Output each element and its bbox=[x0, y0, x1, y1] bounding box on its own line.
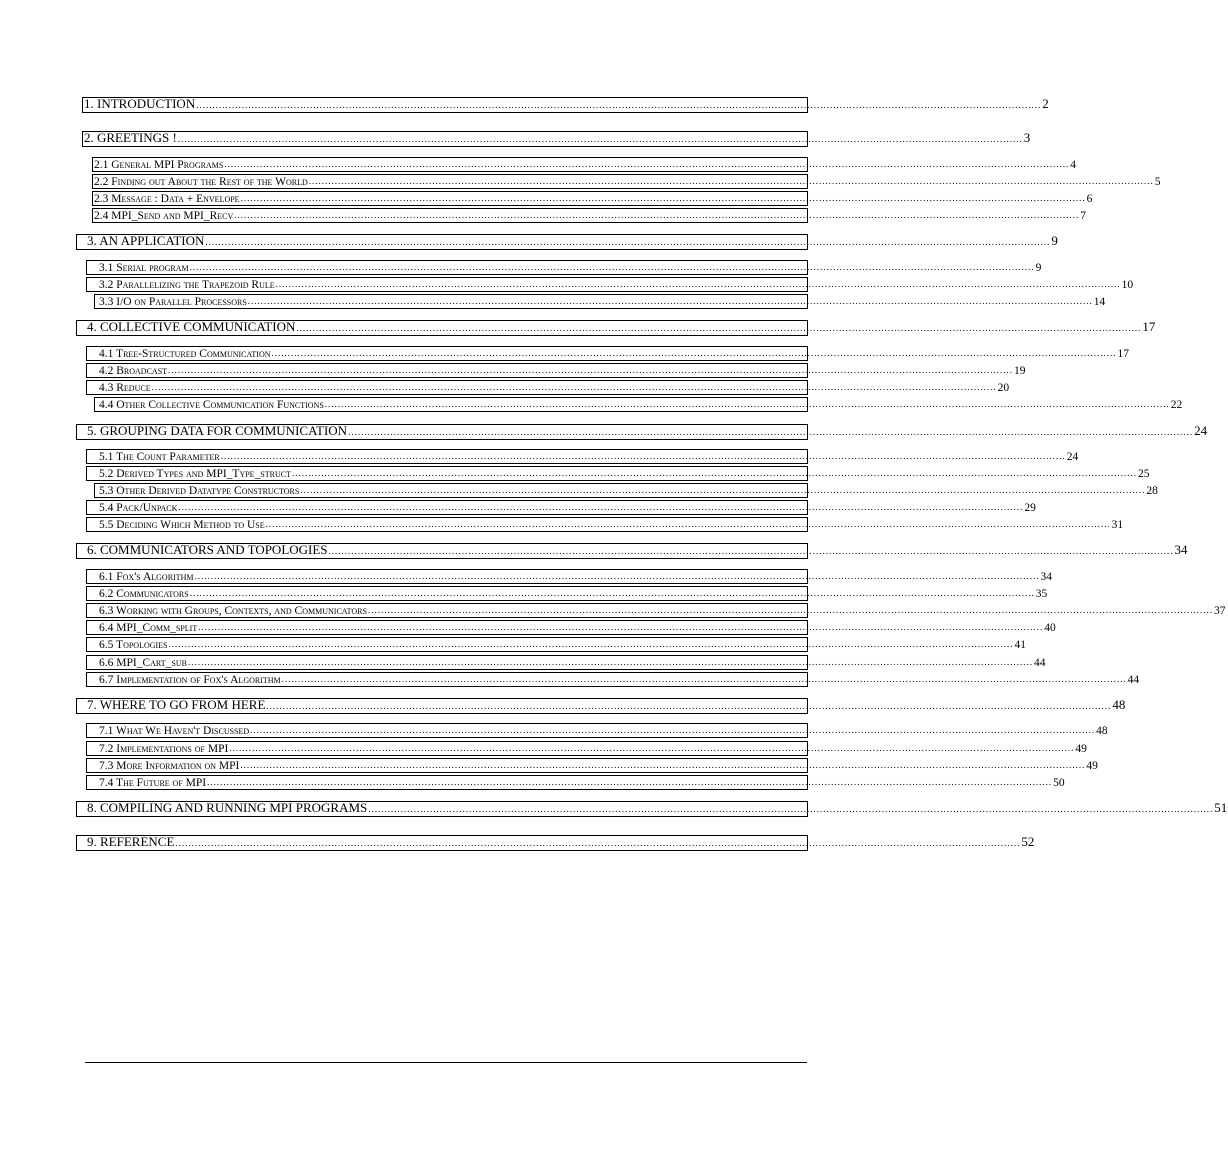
leader-dots: .................................................................................................................................................................................................................................................................... bbox=[240, 193, 1086, 203]
toc-entry-page: 31 bbox=[1111, 519, 1124, 531]
toc-entry-chapter[interactable] bbox=[82, 96, 1049, 113]
toc-entry-page: 2 bbox=[1042, 96, 1049, 111]
leader-dots: .................................................................................................................................................................................................................................................................... bbox=[348, 427, 1194, 437]
toc-entry-section[interactable] bbox=[92, 174, 1161, 189]
toc-entry-page: 49 bbox=[1075, 743, 1087, 755]
toc-entry-section[interactable] bbox=[86, 380, 1010, 395]
leader-dots: .................................................................................................................................................................................................................................................................... bbox=[224, 159, 1070, 169]
leader-dots: .................................................................................................................................................................................................................................................................... bbox=[240, 760, 1086, 770]
toc-entry-label: 5.2 Derived Types and MPI_Type_struct bbox=[99, 468, 291, 480]
toc-entry-chapter[interactable] bbox=[76, 319, 1156, 336]
toc-entry-section[interactable] bbox=[86, 569, 1052, 584]
leader-dots: .................................................................................................................................................................................................................................................................... bbox=[189, 588, 1035, 598]
leader-dots: .................................................................................................................................................................................................................................................................... bbox=[296, 323, 1142, 333]
toc-entry-label: 5.3 Other Derived Datatype Constructors bbox=[99, 485, 300, 497]
toc-entry-section[interactable] bbox=[86, 260, 1042, 275]
leader-dots: .................................................................................................................................................................................................................................................................... bbox=[367, 605, 1213, 615]
toc-entry-page: 24 bbox=[1194, 423, 1208, 438]
toc-entry-page: 34 bbox=[1174, 542, 1188, 557]
leader-dots: .................................................................................................................................................................................................................................................................... bbox=[189, 262, 1035, 272]
toc-entry-label: 5. GROUPING DATA FOR COMMUNICATION bbox=[87, 423, 348, 438]
toc-entry-page: 49 bbox=[1086, 760, 1098, 772]
leader-dots: .................................................................................................................................................................................................................................................................... bbox=[324, 399, 1170, 409]
toc-entry-section[interactable] bbox=[92, 191, 1093, 206]
toc-entry-section[interactable] bbox=[86, 603, 1226, 618]
toc-entry-section[interactable] bbox=[86, 672, 1140, 687]
toc-entry-page: 9 bbox=[1035, 262, 1042, 274]
toc-entry-label: 2.2 Finding out About the Rest of the World bbox=[94, 176, 308, 188]
toc-entry-page: 35 bbox=[1035, 588, 1048, 600]
toc-entry-label: 3.1 Serial program bbox=[99, 262, 189, 274]
toc-entry-chapter[interactable] bbox=[76, 233, 1058, 250]
toc-entry-chapter[interactable] bbox=[76, 697, 1126, 714]
toc-entry-label: 6.3 Working with Groups, Contexts, and Communicators bbox=[99, 605, 367, 617]
toc-entry-section[interactable] bbox=[86, 346, 1130, 361]
leader-dots: .................................................................................................................................................................................................................................................................... bbox=[234, 210, 1080, 220]
toc-entry-section[interactable] bbox=[86, 620, 1056, 635]
toc-entry-page: 9 bbox=[1051, 233, 1058, 248]
toc-entry-page: 50 bbox=[1053, 777, 1065, 789]
toc-entry-label: 3. AN APPLICATION bbox=[87, 233, 205, 248]
leader-dots: .................................................................................................................................................................................................................................................................... bbox=[271, 348, 1117, 358]
toc-entry-label: 6.2 Communicators bbox=[99, 588, 189, 600]
toc-entry-section[interactable] bbox=[86, 449, 1079, 464]
toc-entry-page: 6 bbox=[1086, 193, 1093, 205]
toc-entry-chapter[interactable] bbox=[76, 423, 1208, 440]
toc-entry-page: 44 bbox=[1127, 674, 1140, 686]
toc-entry-label: 4.3 Reduce bbox=[99, 382, 151, 394]
leader-dots: .................................................................................................................................................................................................................................................................... bbox=[198, 622, 1044, 632]
toc-entry-page: 34 bbox=[1040, 571, 1052, 583]
leader-dots: .................................................................................................................................................................................................................................................................... bbox=[247, 296, 1093, 306]
toc-entry-section[interactable] bbox=[92, 208, 1086, 223]
toc-entry-page: 25 bbox=[1137, 468, 1150, 480]
toc-entry-label: 2.3 Message : Data + Envelope bbox=[94, 193, 240, 205]
toc-entry-label: 6.7 Implementation of Fox's Algorithm bbox=[99, 674, 281, 686]
leader-dots: .................................................................................................................................................................................................................................................................... bbox=[281, 674, 1127, 684]
toc-entry-page: 22 bbox=[1170, 399, 1183, 411]
toc-entry-chapter[interactable] bbox=[76, 800, 1228, 817]
toc-entry-section[interactable] bbox=[94, 483, 1158, 498]
toc-entry-page: 48 bbox=[1096, 725, 1108, 737]
leader-dots: .................................................................................................................................................................................................................................................................... bbox=[187, 657, 1033, 667]
toc-entry-page: 51 bbox=[1214, 800, 1228, 815]
toc-entry-page: 19 bbox=[1014, 365, 1026, 377]
leader-dots: .................................................................................................................................................................................................................................................................... bbox=[168, 365, 1014, 375]
toc-entry-label: 1. INTRODUCTION bbox=[84, 96, 196, 111]
toc-entry-page: 17 bbox=[1142, 319, 1156, 334]
toc-entry-label: 5.5 Deciding Which Method to Use bbox=[99, 519, 265, 531]
toc-entry-page: 7 bbox=[1080, 210, 1086, 222]
toc-entry-section[interactable] bbox=[86, 466, 1150, 481]
leader-dots: .................................................................................................................................................................................................................................................................... bbox=[175, 838, 1021, 848]
toc-entry-page: 52 bbox=[1021, 834, 1035, 849]
toc-entry-page: 37 bbox=[1213, 605, 1226, 617]
toc-entry-page: 28 bbox=[1146, 485, 1158, 497]
toc-entry-section[interactable] bbox=[86, 758, 1098, 773]
toc-entry-page: 48 bbox=[1112, 697, 1126, 712]
footer-rule bbox=[85, 1062, 807, 1063]
toc-entry-label: 5.4 Pack/Unpack bbox=[99, 502, 178, 514]
toc-entry-section[interactable] bbox=[86, 517, 1124, 532]
toc-entry-label: 7. WHERE TO GO FROM HERE bbox=[87, 697, 266, 712]
leader-dots: .................................................................................................................................................................................................................................................................... bbox=[328, 546, 1174, 556]
toc-entry-page: 5 bbox=[1154, 176, 1161, 188]
toc-entry-section[interactable] bbox=[92, 157, 1077, 172]
leader-dots: .................................................................................................................................................................................................................................................................... bbox=[250, 725, 1096, 735]
toc-entry-label: 7.2 Implementations of MPI bbox=[99, 743, 229, 755]
toc-entry-section[interactable] bbox=[86, 723, 1108, 738]
toc-entry-page: 14 bbox=[1093, 296, 1106, 308]
toc-entry-page: 41 bbox=[1014, 639, 1027, 651]
toc-entry-label: 7.3 More Information on MPI bbox=[99, 760, 240, 772]
leader-dots: .................................................................................................................................................................................................................................................................... bbox=[205, 237, 1051, 247]
toc-entry-label: 8. COMPILING AND RUNNING MPI PROGRAMS bbox=[87, 800, 368, 815]
toc-entry-section[interactable] bbox=[86, 741, 1087, 756]
toc-entry-label: 4. COLLECTIVE COMMUNICATION bbox=[87, 319, 296, 334]
leader-dots: .................................................................................................................................................................................................................................................................... bbox=[168, 639, 1014, 649]
leader-dots: .................................................................................................................................................................................................................................................................... bbox=[151, 382, 997, 392]
toc-entry-chapter[interactable] bbox=[76, 542, 1188, 559]
leader-dots: .................................................................................................................................................................................................................................................................... bbox=[275, 279, 1121, 289]
toc-entry-label: 5.1 The Count Parameter bbox=[99, 451, 220, 463]
toc-entry-page: 29 bbox=[1024, 502, 1036, 514]
toc-entry-label: 4.4 Other Collective Communication Functions bbox=[99, 399, 324, 411]
leader-dots: .................................................................................................................................................................................................................................................................... bbox=[178, 502, 1024, 512]
toc-entry-label: 3.2 Parallelizing the Trapezoid Rule bbox=[99, 279, 275, 291]
toc-entry-label: 2.1 General MPI Programs bbox=[94, 159, 224, 171]
toc-entry-section[interactable] bbox=[94, 294, 1106, 309]
toc-entry-label: 7.1 What We Haven't Discussed bbox=[99, 725, 250, 737]
leader-dots: .................................................................................................................................................................................................................................................................... bbox=[266, 701, 1112, 711]
leader-dots: .................................................................................................................................................................................................................................................................... bbox=[177, 134, 1023, 144]
toc-entry-section[interactable] bbox=[86, 586, 1048, 601]
toc-entry-label: 6.5 Topologies bbox=[99, 639, 168, 651]
toc-entry-page: 20 bbox=[997, 382, 1010, 394]
toc-entry-section[interactable] bbox=[86, 363, 1026, 378]
leader-dots: .................................................................................................................................................................................................................................................................... bbox=[229, 743, 1075, 753]
leader-dots: .................................................................................................................................................................................................................................................................... bbox=[300, 485, 1146, 495]
toc-entry-chapter[interactable] bbox=[82, 130, 1031, 147]
toc-entry-section[interactable] bbox=[86, 500, 1036, 515]
toc-entry-section[interactable] bbox=[86, 775, 1065, 790]
toc-entry-label: 6. COMMUNICATORS AND TOPOLOGIES bbox=[87, 542, 328, 557]
leader-dots: .................................................................................................................................................................................................................................................................... bbox=[291, 468, 1137, 478]
leader-dots: .................................................................................................................................................................................................................................................................... bbox=[220, 451, 1066, 461]
leader-dots: .................................................................................................................................................................................................................................................................... bbox=[194, 571, 1040, 581]
toc-entry-page: 24 bbox=[1066, 451, 1079, 463]
toc-entry-page: 4 bbox=[1070, 159, 1077, 171]
toc-entry-label: 4.2 Broadcast bbox=[99, 365, 168, 377]
toc-entry-label: 2. GREETINGS ! bbox=[84, 130, 177, 145]
toc-entry-label: 7.4 The Future of MPI bbox=[99, 777, 207, 789]
leader-dots: .................................................................................................................................................................................................................................................................... bbox=[308, 176, 1154, 186]
leader-dots: .................................................................................................................................................................................................................................................................... bbox=[368, 804, 1214, 814]
toc-entry-page: 3 bbox=[1023, 130, 1031, 145]
toc-entry-chapter[interactable] bbox=[76, 834, 1035, 851]
leader-dots: .................................................................................................................................................................................................................................................................... bbox=[196, 100, 1042, 110]
toc-entry-page: 17 bbox=[1117, 348, 1130, 360]
toc-entry-section[interactable] bbox=[86, 655, 1046, 670]
toc-entry-label: 3.3 I/O on Parallel Processors bbox=[99, 296, 247, 308]
toc-entry-label: 6.1 Fox's Algorithm bbox=[99, 571, 194, 583]
leader-dots: .................................................................................................................................................................................................................................................................... bbox=[265, 519, 1111, 529]
toc-entry-label: 9. REFERENCE bbox=[87, 834, 175, 849]
toc-entry-label: 6.4 MPI_Comm_split bbox=[99, 622, 198, 634]
toc-entry-label: 2.4 MPI_Send and MPI_Recv bbox=[94, 210, 234, 222]
toc-entry-section[interactable] bbox=[94, 397, 1183, 412]
toc-entry-page: 10 bbox=[1121, 279, 1134, 291]
toc-entry-section[interactable] bbox=[86, 277, 1134, 292]
leader-dots: .................................................................................................................................................................................................................................................................... bbox=[207, 777, 1053, 787]
toc-entry-page: 40 bbox=[1044, 622, 1056, 634]
toc-entry-page: 44 bbox=[1033, 657, 1046, 669]
toc-entry-label: 4.1 Tree-Structured Communication bbox=[99, 348, 271, 360]
toc-entry-label: 6.6 MPI_Cart_sub bbox=[99, 657, 187, 669]
toc-entry-section[interactable] bbox=[86, 637, 1027, 652]
